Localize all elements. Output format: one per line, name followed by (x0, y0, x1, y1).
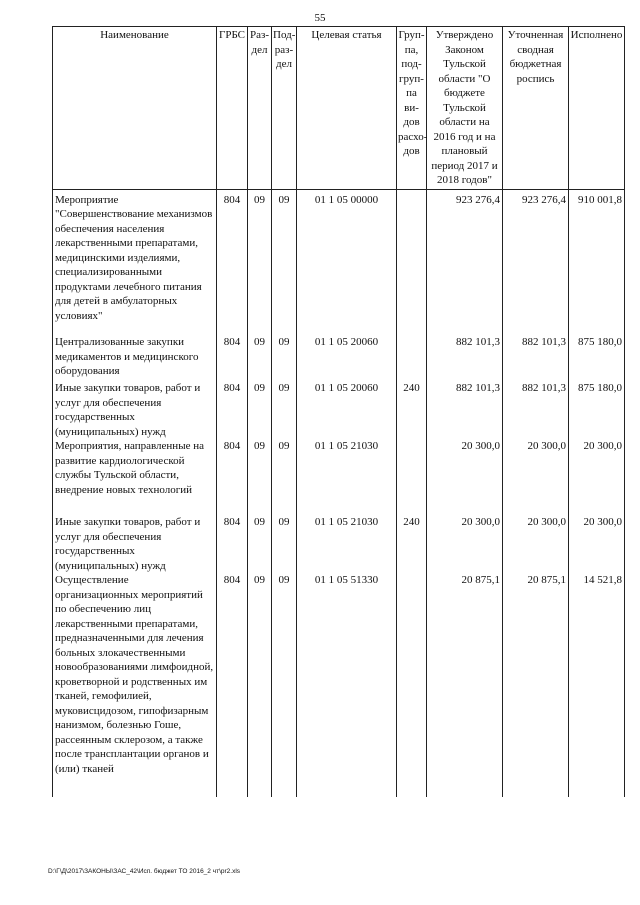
page-number: 55 (314, 12, 326, 24)
row-utochnennaya: 882 101,3 (503, 381, 569, 439)
row-grbs: 804 (217, 515, 248, 573)
header-utochnennaya: Уточненная сводная бюджетная роспись (503, 27, 569, 190)
row-razdel: 09 (248, 189, 272, 335)
row-name: Централизованные закупки медикаментов и медицинского оборудования (53, 335, 217, 381)
header-gruppa: Груп-па, под-груп-па ви-дов расхо-дов (397, 27, 427, 190)
row-tselevaya: 01 1 05 51330 (297, 573, 397, 797)
row-utochnennaya: 20 300,0 (503, 515, 569, 573)
header-ispolneno: Исполнено (569, 27, 625, 190)
row-tselevaya: 01 1 05 21030 (297, 515, 397, 573)
row-utochnennaya: 20 300,0 (503, 439, 569, 515)
table-header-row (53, 27, 625, 190)
row-ispolneno: 14 521,8 (569, 573, 625, 797)
table-row (53, 381, 625, 439)
row-ispolneno: 875 180,0 (569, 381, 625, 439)
row-utochnennaya: 923 276,4 (503, 189, 569, 335)
row-gruppa: 240 (397, 381, 427, 439)
row-podrazdel: 09 (272, 515, 297, 573)
row-ispolneno: 910 001,8 (569, 189, 625, 335)
row-gruppa (397, 189, 427, 335)
row-name: Иные закупки товаров, работ и услуг для обеспечения государственных (муниципальных) нужд (53, 381, 217, 439)
row-razdel: 09 (248, 439, 272, 515)
row-ispolneno: 875 180,0 (569, 335, 625, 381)
row-podrazdel: 09 (272, 335, 297, 381)
budget-table (52, 26, 625, 797)
header-name: Наименование (53, 27, 217, 190)
row-podrazdel: 09 (272, 189, 297, 335)
file-path-footer: D:\Г\Д\2017\ЗАКОНЫ\ЗАС_42\Исп. бюджет ТО 2016_2 чт\pr2.xls (48, 868, 241, 875)
row-gruppa (397, 335, 427, 381)
row-tselevaya: 01 1 05 00000 (297, 189, 397, 335)
table-row (53, 335, 625, 381)
row-name: Мероприятие "Совершенствование механизмов обеспечения населения лекарственными препаратами, медицинскими изделиями, специализированными продуктами лечебного питания для детей в амбулаторных условиях" (53, 189, 217, 335)
row-tselevaya: 01 1 05 20060 (297, 335, 397, 381)
row-utochnennaya: 20 875,1 (503, 573, 569, 797)
header-utverzhdeno: Утверждено Законом Тульской области "О бюджете Тульской области на 2016 год и на плановый период 2017 и 2018 годов" (427, 27, 503, 190)
row-ispolneno: 20 300,0 (569, 515, 625, 573)
row-utverzhdeno: 20 300,0 (427, 439, 503, 515)
row-utverzhdeno: 923 276,4 (427, 189, 503, 335)
header-tselevaya: Целевая статья (297, 27, 397, 190)
row-razdel: 09 (248, 381, 272, 439)
header-grbs: ГРБС (217, 27, 248, 190)
row-name: Осуществление организационных мероприятий по обеспечению лиц лекарственными препаратами, предназначенными для лечения больных злокачественными новообразованиями лимфоидной, кроветворной и родственных им тканей, гемофилией, муковисцидозом, гипофизарным нанизмом, болезнью Гоше, рассеянным склерозом, а также после трансплантации органов и (или) тканей (53, 573, 217, 797)
row-grbs: 804 (217, 189, 248, 335)
row-tselevaya: 01 1 05 20060 (297, 381, 397, 439)
row-utochnennaya: 882 101,3 (503, 335, 569, 381)
row-gruppa (397, 439, 427, 515)
table-row (53, 189, 625, 335)
table-row (53, 515, 625, 573)
table-row (53, 439, 625, 515)
row-grbs: 804 (217, 335, 248, 381)
row-ispolneno: 20 300,0 (569, 439, 625, 515)
header-razdel: Раз-дел (248, 27, 272, 190)
row-gruppa: 240 (397, 515, 427, 573)
row-grbs: 804 (217, 381, 248, 439)
row-podrazdel: 09 (272, 381, 297, 439)
row-grbs: 804 (217, 573, 248, 797)
row-razdel: 09 (248, 515, 272, 573)
row-razdel: 09 (248, 335, 272, 381)
row-podrazdel: 09 (272, 439, 297, 515)
row-utverzhdeno: 20 875,1 (427, 573, 503, 797)
row-tselevaya: 01 1 05 21030 (297, 439, 397, 515)
row-grbs: 804 (217, 439, 248, 515)
header-podrazdel: Под-раз-дел (272, 27, 297, 190)
row-name: Мероприятия, направленные на развитие кардиологической службы Тульской области, внедрение новых технологий (53, 439, 217, 515)
row-gruppa (397, 573, 427, 797)
table-row (53, 573, 625, 797)
row-utverzhdeno: 882 101,3 (427, 381, 503, 439)
row-utverzhdeno: 20 300,0 (427, 515, 503, 573)
row-podrazdel: 09 (272, 573, 297, 797)
row-razdel: 09 (248, 573, 272, 797)
row-utverzhdeno: 882 101,3 (427, 335, 503, 381)
row-name: Иные закупки товаров, работ и услуг для обеспечения государственных (муниципальных) нужд (53, 515, 217, 573)
